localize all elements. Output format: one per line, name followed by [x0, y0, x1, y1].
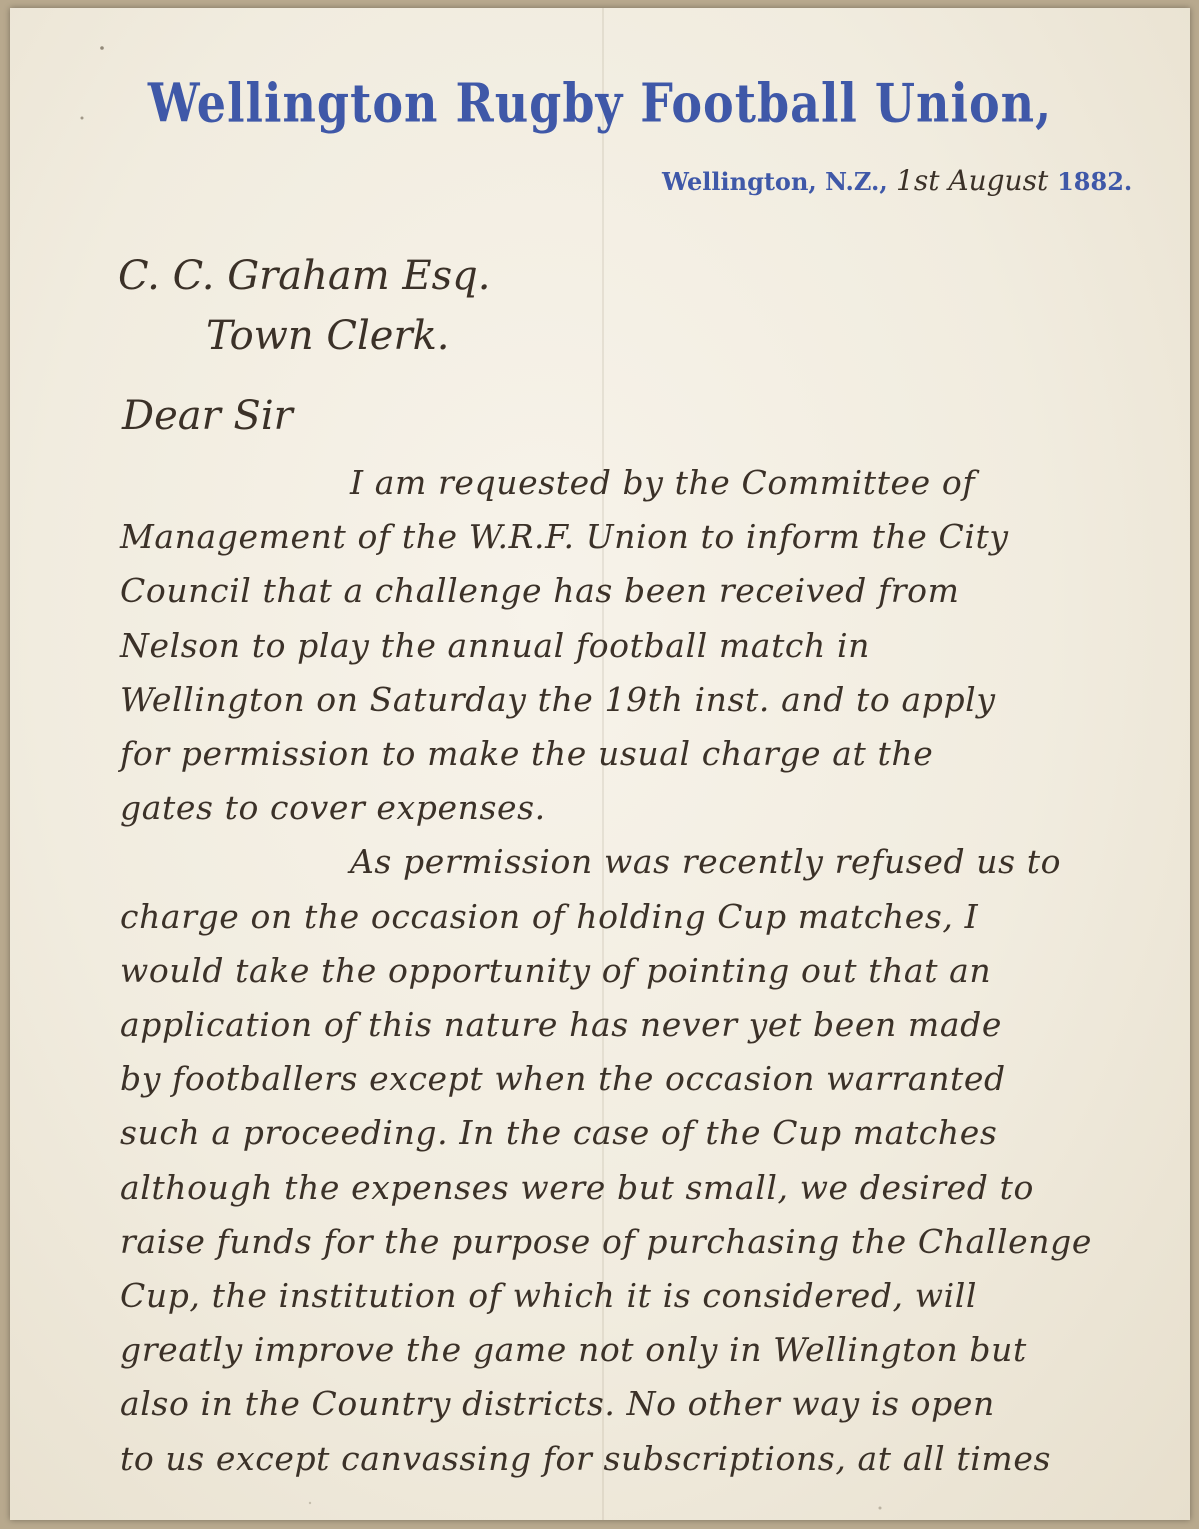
letterhead-title: Wellington Rugby Football Union,	[147, 71, 1053, 135]
date-handwritten: 1st August	[896, 164, 1058, 197]
body-line: greatly improve the game not only in Wellington but	[120, 1330, 1027, 1370]
place-printed: Wellington, N.Z.,	[662, 167, 897, 196]
body-line: to us except canvassing for subscriptions, at all times	[120, 1438, 1051, 1478]
year-printed: 1882.	[1057, 167, 1133, 196]
body-line: Council that a challenge has been received from	[120, 571, 960, 611]
body-line: Management of the W.R.F. Union to inform the City	[120, 517, 1009, 557]
body-line: also in the Country districts. No other way is open	[120, 1384, 995, 1424]
body-line: application of this nature has never yet been made	[120, 1005, 1002, 1045]
body-line: Wellington on Saturday the 19th inst. and to apply	[120, 679, 996, 719]
body-line: such a proceeding. In the case of the Cup matches	[120, 1113, 998, 1153]
addressee-name: C. C. Graham Esq.	[118, 253, 491, 299]
body-line: Nelson to play the annual football match in	[120, 625, 870, 665]
body-line: Cup, the institution of which it is considered, will	[120, 1276, 978, 1316]
salutation: Dear Sir	[122, 393, 293, 439]
body-line: by footballers except when the occasion warranted	[120, 1059, 1006, 1099]
body-line: As permission was recently refused us to	[350, 842, 1062, 882]
addressee-title: Town Clerk.	[206, 313, 450, 359]
body-line: charge on the occasion of holding Cup matches, I	[120, 896, 979, 936]
body-line: although the expenses were but small, we desired to	[120, 1167, 1034, 1207]
body-line: raise funds for the purpose of purchasing the Challenge	[120, 1221, 1092, 1261]
body-line: gates to cover expenses.	[120, 788, 546, 828]
body-line: I am requested by the Committee of	[350, 463, 976, 502]
body-line: for permission to make the usual charge at the	[120, 734, 934, 774]
paper-specks	[10, 8, 1190, 1520]
body-line: would take the opportunity of pointing out that an	[120, 950, 992, 990]
letter-sheet	[10, 8, 1190, 1520]
